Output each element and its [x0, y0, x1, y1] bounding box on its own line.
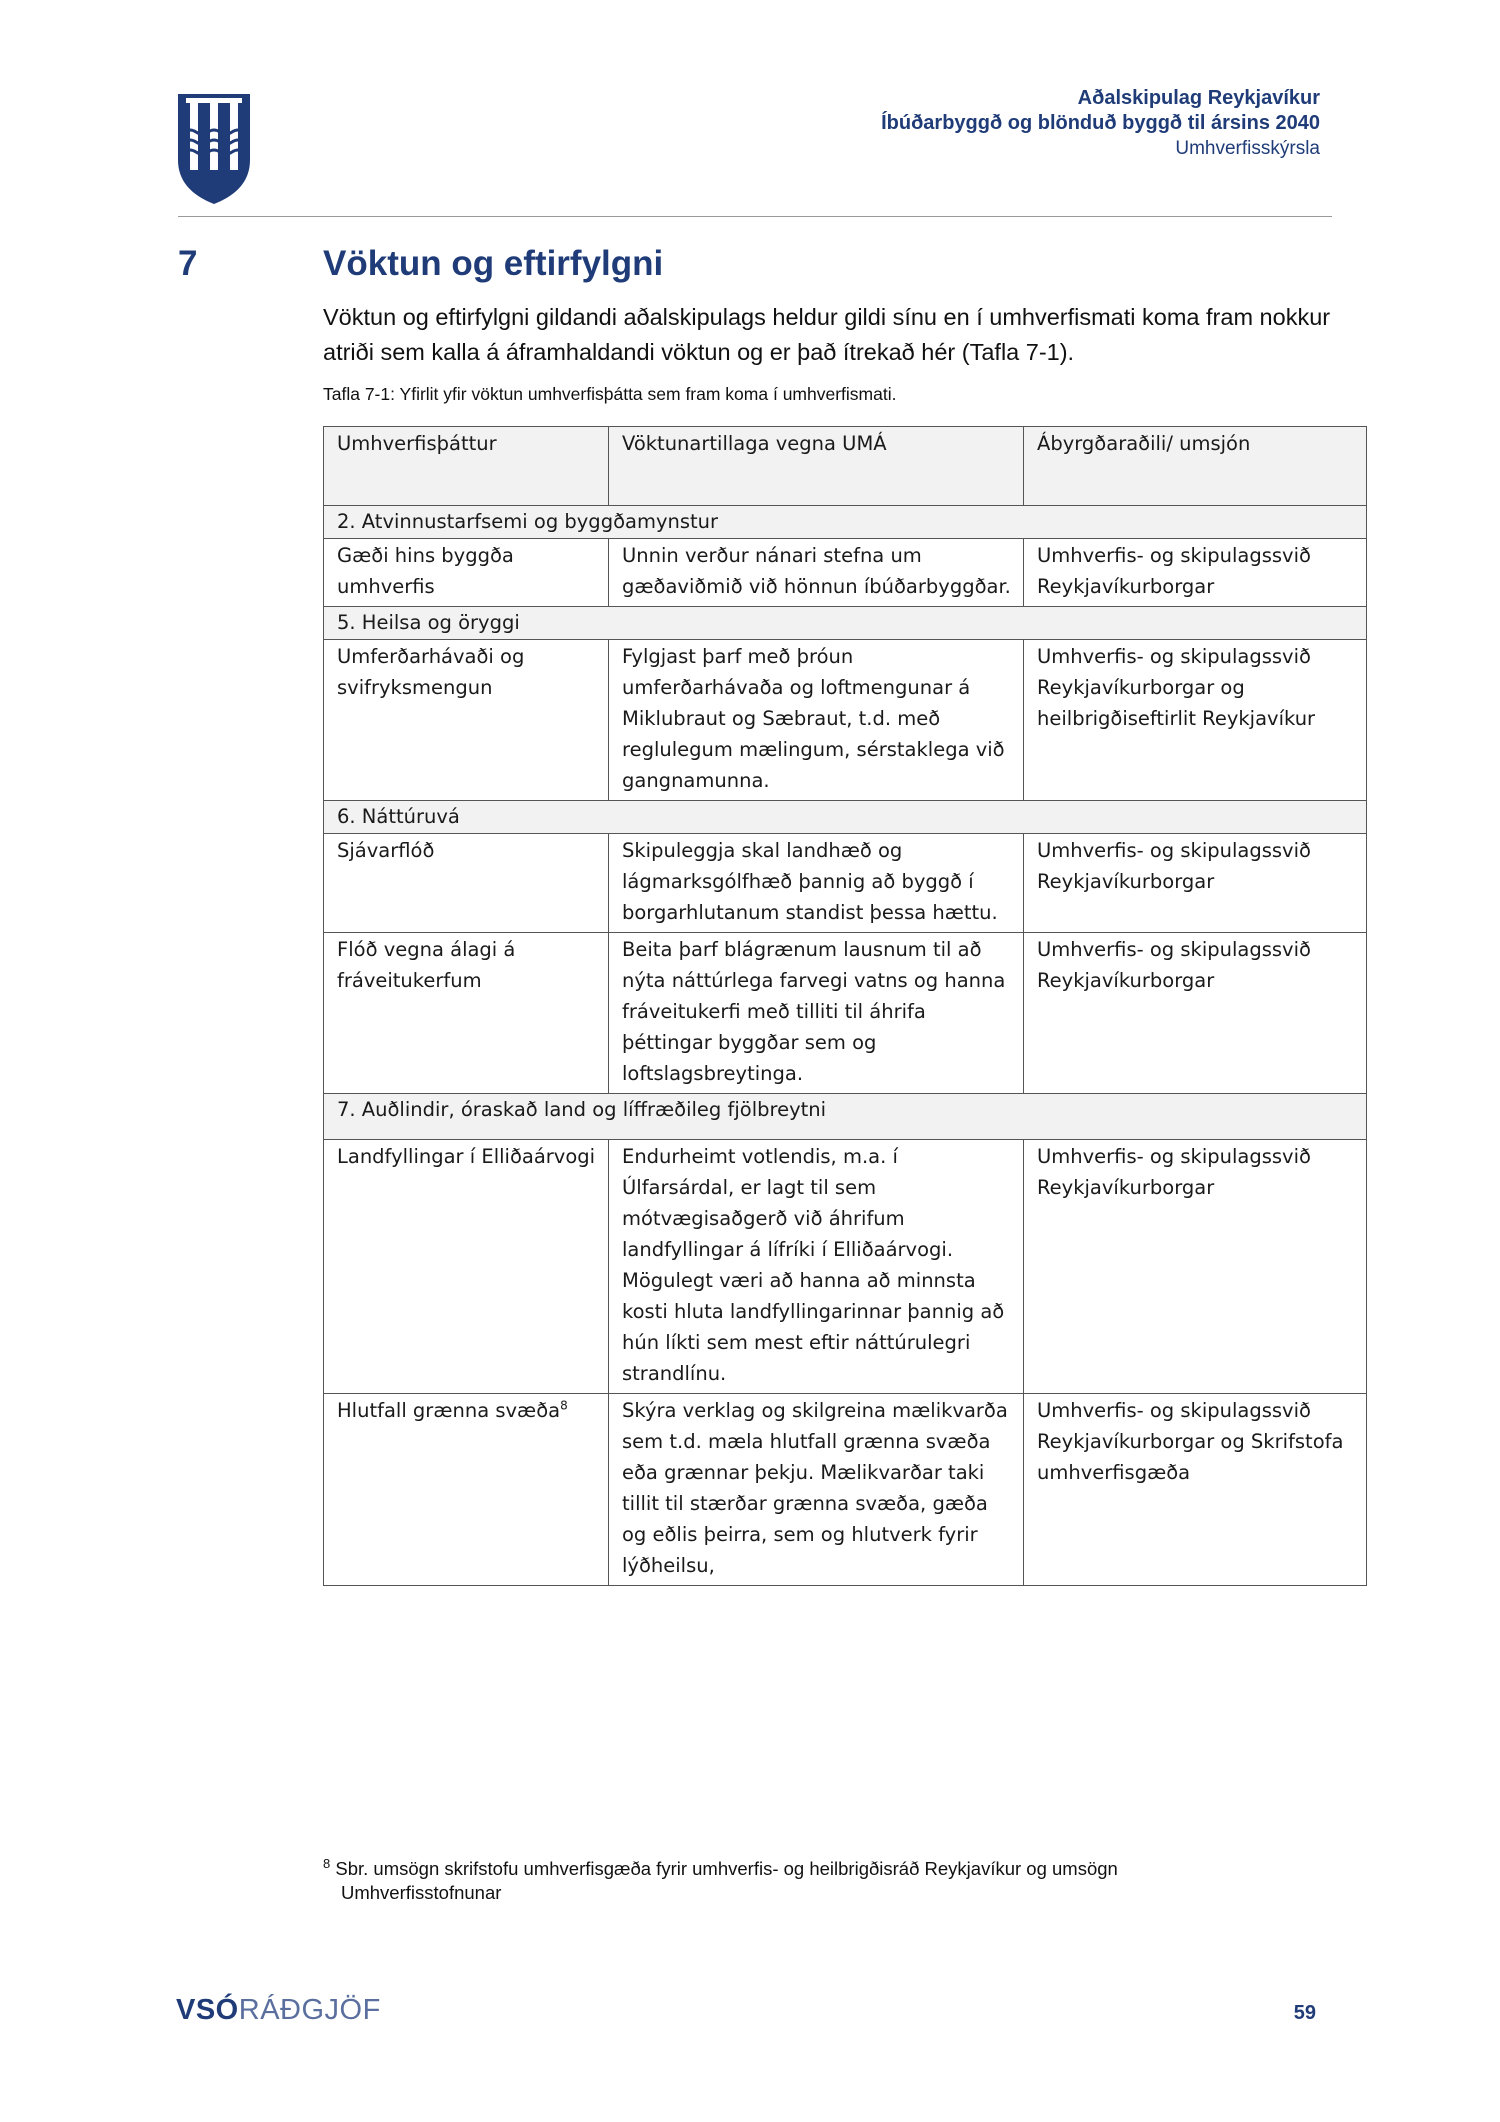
header-cell: Ábyrgðaraðili/ umsjón [1024, 427, 1367, 506]
proposal-cell: Unnin verður nánari stefna um gæðaviðmið við hönnun íbúðarbyggðar. [609, 539, 1024, 607]
section-title: Vöktun og eftirfylgni [323, 244, 664, 283]
footnote-text-1: Sbr. umsögn skrifstofu umhverfisgæða fyrir umhverfis- og heilbrigðisráð Reykjavíkur og umsögn [335, 1858, 1118, 1880]
category-row [324, 1094, 1367, 1140]
table-row [324, 933, 1367, 1094]
responsible-cell: Umhverfis- og skipulagssvið Reykjavíkurborgar og Skrifstofa umhverfisgæða [1024, 1394, 1367, 1586]
factor-text: Hlutfall grænna svæða [337, 1399, 561, 1422]
factor-cell: Landfyllingar í Elliðaárvogi [324, 1140, 609, 1394]
factor-cell: Umferðarhávaði og svifryksmengun [324, 640, 609, 801]
factor-cell: Sjávarflóð [324, 834, 609, 933]
footnote-text-2: Umhverfisstofnunar [341, 1882, 502, 1904]
table-row [324, 539, 1367, 607]
category-row [324, 506, 1367, 539]
table-row [324, 834, 1367, 933]
category-row [324, 801, 1367, 834]
category-cell: 7. Auðlindir, óraskað land og líffræðileg fjölbreytni [324, 1094, 1367, 1140]
footnote-marker: 8 [323, 1856, 331, 1871]
logo-light: RÁÐGJÖF [238, 1994, 381, 2026]
header-cell: Umhverfisþáttur [324, 427, 609, 506]
proposal-cell: Skýra verklag og skilgreina mælikvarða sem t.d. mæla hlutfall grænna svæða eða grænnar þekju. Mælikvarðar taki tillit til stærðar grænna svæða, gæða og eðlis þeirra, sem og hlutverk fyrir lýðheilsu, [609, 1394, 1024, 1586]
table-header-row [324, 427, 1367, 506]
responsible-cell: Umhverfis- og skipulagssvið Reykjavíkurborgar [1024, 539, 1367, 607]
table-caption: Tafla 7-1: Yfirlit yfir vöktun umhverfisþátta sem fram koma í umhverfismati. [323, 384, 897, 404]
header-line-3: Umhverfisskýrsla [1175, 138, 1320, 159]
factor-cell: Gæði hins byggða umhverfis [324, 539, 609, 607]
responsible-cell: Umhverfis- og skipulagssvið Reykjavíkurborgar [1024, 933, 1367, 1094]
page-number: 59 [1293, 2002, 1316, 2024]
header-divider [178, 216, 1332, 217]
header-line-1: Aðalskipulag Reykjavíkur [1077, 87, 1320, 109]
running-header [881, 86, 1320, 161]
proposal-cell: Skipuleggja skal landhæð og lágmarksgólfhæð þannig að byggð í borgarhlutanum standist þessa hættu. [609, 834, 1024, 933]
logo-bold: VSÓ [176, 1994, 239, 2026]
table-row [324, 1140, 1367, 1394]
category-cell: 2. Atvinnustarfsemi og byggðamynstur [324, 506, 1367, 539]
footnote-ref[interactable]: 8 [560, 1398, 568, 1413]
responsible-cell: Umhverfis- og skipulagssvið Reykjavíkurborgar og heilbrigðiseftirlit Reykjavíkur [1024, 640, 1367, 801]
category-cell: 5. Heilsa og öryggi [324, 607, 1367, 640]
section-intro: Vöktun og eftirfylgni gildandi aðalskipulags heldur gildi sínu en í umhverfismati koma fram nokkur atriði sem kalla á áframhaldandi vöktun og er það ítrekað hér (Tafla 7-1). [323, 304, 1331, 365]
header-line-2: Íbúðarbyggð og blönduð byggð til ársins 2040 [881, 112, 1320, 134]
proposal-cell: Beita þarf blágrænum lausnum til að nýta náttúrlega farvegi vatns og hanna fráveitukerfi með tilliti til áhrifa þéttingar byggðar sem og loftslagsbreytinga. [609, 933, 1024, 1094]
vso-logo [176, 1994, 381, 2027]
factor-cell: Flóð vegna álagi á fráveitukerfum [324, 933, 609, 1094]
footnote [323, 1852, 1333, 1905]
factor-cell [324, 1394, 609, 1586]
header-cell: Vöktunartillaga vegna UMÁ [609, 427, 1024, 506]
category-row [324, 607, 1367, 640]
section-number: 7 [178, 244, 198, 283]
proposal-cell: Endurheimt votlendis, m.a. í Úlfarsárdal, er lagt til sem mótvægisaðgerð við áhrifum landfyllingar á lífríki í Elliðaárvogi. Mögulegt væri að hanna að minnsta kosti hluta landfyllingarinnar þannig að hún líkti sem mest eftir náttúrulegri strandlínu. [609, 1140, 1024, 1394]
category-cell: 6. Náttúruvá [324, 801, 1367, 834]
responsible-cell: Umhverfis- og skipulagssvið Reykjavíkurborgar [1024, 1140, 1367, 1394]
monitoring-table [323, 426, 1367, 1586]
reykjavik-crest-logo [176, 92, 252, 206]
responsible-cell: Umhverfis- og skipulagssvið Reykjavíkurborgar [1024, 834, 1367, 933]
table-row [324, 640, 1367, 801]
table-row [324, 1394, 1367, 1586]
proposal-cell: Fylgjast þarf með þróun umferðarhávaða og loftmengunar á Miklubraut og Sæbraut, t.d. með reglulegum mælingum, sérstaklega við gangnamunna. [609, 640, 1024, 801]
